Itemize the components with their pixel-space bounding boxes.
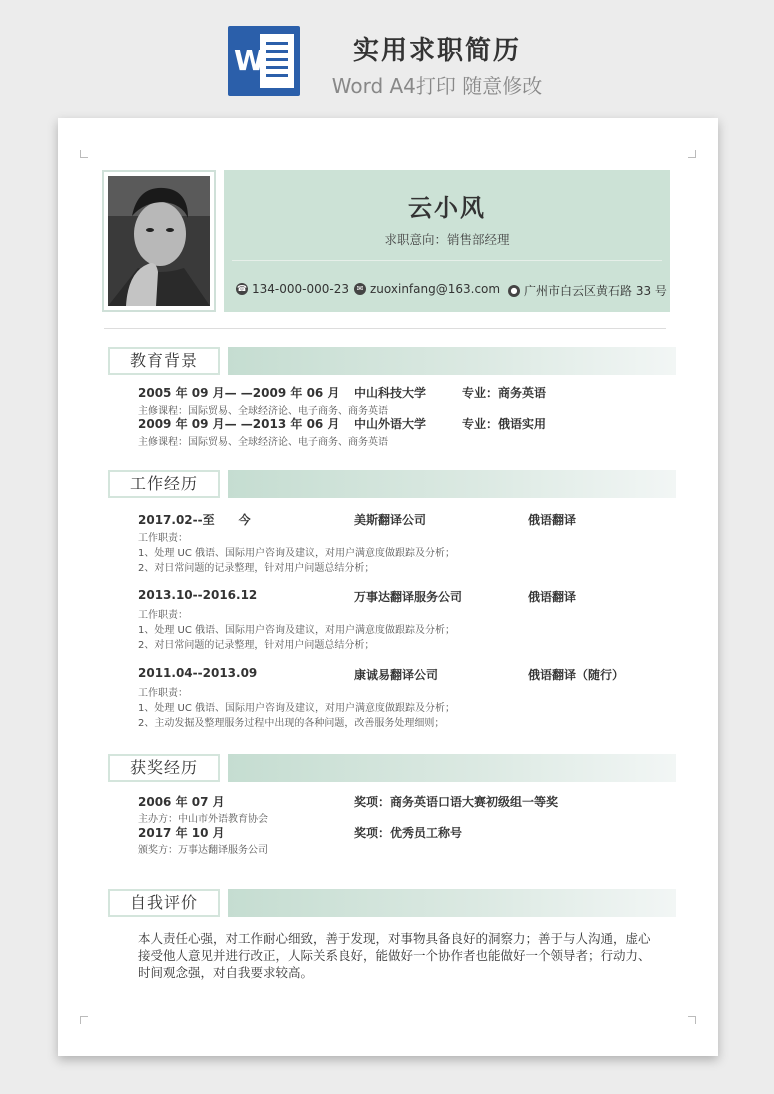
section-education-header xyxy=(108,347,676,375)
work-company: 美斯翻译公司 xyxy=(354,513,427,527)
phone-contact xyxy=(236,282,349,296)
section-bar xyxy=(228,889,676,917)
word-icon: W xyxy=(228,26,300,96)
banner-title: 实用求职简历 xyxy=(352,36,521,66)
crop-mark xyxy=(80,1016,88,1024)
mail-icon: ✉ xyxy=(354,283,366,295)
work-period: 2017.02--至 今 xyxy=(138,513,251,527)
banner xyxy=(0,0,774,118)
work-period: 2011.04--2013.09 xyxy=(138,666,258,680)
section-bar xyxy=(228,470,676,498)
duty-item: 1、处理 UC 俄语、国际用户咨询及建议，对用户满意度做跟踪及分析； xyxy=(138,703,456,714)
edu-major: 专业：俄语实用 xyxy=(462,417,547,431)
crop-mark xyxy=(80,150,88,158)
edu-courses: 主修课程：国际贸易、全球经济论、电子商务、商务英语 xyxy=(138,406,388,417)
duty-label: 工作职责： xyxy=(138,610,188,621)
section-title: 工作经历 xyxy=(108,470,220,498)
duty-item: 1、处理 UC 俄语、国际用户咨询及建议，对用户满意度做跟踪及分析； xyxy=(138,625,456,636)
section-self-header xyxy=(108,889,676,917)
crop-mark xyxy=(688,150,696,158)
duty-item: 1、处理 UC 俄语、国际用户咨询及建议，对用户满意度做跟踪及分析； xyxy=(138,548,456,559)
edu-period: 2009 年 09 月— —2013 年 06 月 xyxy=(138,417,340,431)
divider xyxy=(232,260,662,261)
profile-photo xyxy=(102,170,216,312)
section-awards-header xyxy=(108,754,676,782)
crop-mark xyxy=(688,1016,696,1024)
address: 广州市白云区黄石路 33 号 xyxy=(524,284,667,298)
candidate-name: 云小风 xyxy=(408,194,486,222)
section-title: 自我评价 xyxy=(108,889,220,917)
award-name: 奖项：优秀员工称号 xyxy=(354,826,463,840)
banner-subtitle: Word A4打印 随意修改 xyxy=(331,74,543,98)
duty-item: 2、主动发掘及整理服务过程中出现的各种问题，改善服务处理细则； xyxy=(138,718,445,729)
email-address: zuoxinfang@163.com xyxy=(370,282,501,296)
edu-school: 中山外语大学 xyxy=(354,417,427,431)
section-title: 获奖经历 xyxy=(108,754,220,782)
edu-school: 中山科技大学 xyxy=(354,386,427,400)
duty-item: 2、对日常问题的记录整理，针对用户问题总结分析； xyxy=(138,563,375,574)
divider xyxy=(104,328,666,329)
location-pin-icon: ● xyxy=(508,285,520,297)
work-role: 俄语翻译（随行） xyxy=(528,668,625,682)
award-org: 主办方：中山市外语教育协会 xyxy=(138,814,268,825)
edu-major: 专业：商务英语 xyxy=(462,386,547,400)
resume-page xyxy=(58,118,718,1056)
email-contact xyxy=(354,282,500,296)
edu-period: 2005 年 09 月— —2009 年 06 月 xyxy=(138,386,340,400)
work-role: 俄语翻译 xyxy=(528,513,577,527)
work-period: 2013.10--2016.12 xyxy=(138,588,258,602)
work-company: 康诚易翻译公司 xyxy=(354,668,439,682)
job-intent: 求职意向：销售部经理 xyxy=(384,232,510,247)
duty-label: 工作职责： xyxy=(138,688,188,699)
portrait-image xyxy=(108,176,210,306)
phone-icon: ☎ xyxy=(237,284,247,293)
duty-item: 2、对日常问题的记录整理，针对用户问题总结分析； xyxy=(138,640,375,651)
award-date: 2006 年 07 月 xyxy=(138,795,225,809)
self-evaluation-text: 本人责任心强，对工作耐心细致，善于发现，对事物具备良好的洞察力；善于与人沟通，虚心接受他人意见并进行改正，人际关系良好，能做好一个协作者也能做好一个领导者；行动力、时间观念强，对自我要求较高。 xyxy=(138,931,651,980)
address-contact xyxy=(508,282,667,299)
work-role: 俄语翻译 xyxy=(528,590,577,604)
work-company: 万事达翻译服务公司 xyxy=(354,590,463,604)
section-bar xyxy=(228,754,676,782)
award-date: 2017 年 10 月 xyxy=(138,826,225,840)
award-org: 颁奖方：万事达翻译服务公司 xyxy=(138,845,268,856)
section-work-header xyxy=(108,470,676,498)
duty-label: 工作职责： xyxy=(138,533,188,544)
header-band xyxy=(224,170,670,312)
award-name: 奖项：商务英语口语大赛初级组一等奖 xyxy=(354,795,559,809)
section-title: 教育背景 xyxy=(108,347,220,375)
section-bar xyxy=(228,347,676,375)
edu-courses: 主修课程：国际贸易、全球经济论、电子商务、商务英语 xyxy=(138,437,388,448)
phone-number: 134-000-000-23 xyxy=(252,282,349,296)
